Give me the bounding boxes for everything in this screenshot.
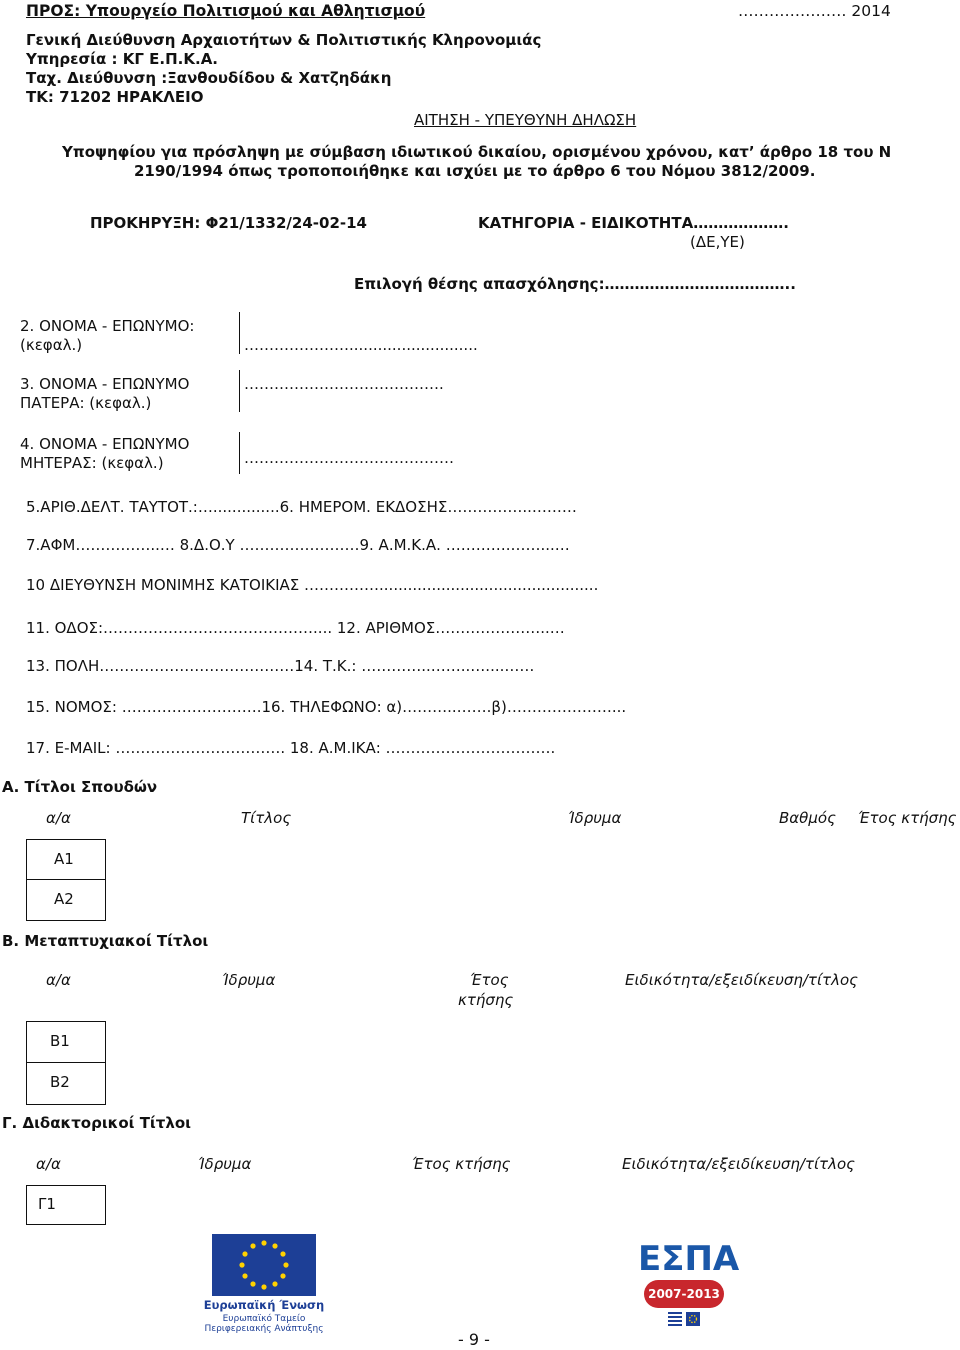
eu-flag-icon [190, 1230, 338, 1298]
section-b-header-institution: Ίδρυμα [222, 971, 276, 989]
page-number: - 9 - [458, 1330, 490, 1349]
section-c-header-aa: α/α [36, 1155, 61, 1173]
permanent-address-field[interactable]: 10 ΔΙΕΥΘΥΝΣΗ ΜΟΝΙΜΗΣ ΚΑΤΟΙΚΙΑΣ …………….............................................. [26, 576, 599, 594]
section-b-title: Β. Μεταπτυχιακοί Τίτλοι [2, 932, 209, 950]
section-b-header-specialty: Ειδικότητα/εξειδίκευση/τίτλος [625, 971, 858, 989]
section-a-header-institution: Ίδρυμα [568, 809, 622, 827]
category-subtitle: (ΔΕ,ΥΕ) [690, 233, 745, 251]
flags-icon [668, 1312, 700, 1326]
id-card-issue-field[interactable]: 5.ΑΡΙΘ.ΔΕΛΤ. ΤΑΥΤΟΤ.:…..............6. ΗΜΕΡΟΜ. ΕΚΔΟΣΗΣ……………..……… [26, 498, 577, 516]
address-line: Ταχ. Διεύθυνση :Ξανθουδίδου & Χατζηδάκη [26, 69, 392, 87]
mother-name-label: 4. ΟΝΟΜΑ - ΕΠΩΝΥΜΟ [20, 435, 190, 453]
section-c-header-year: Έτος κτήσης [412, 1155, 511, 1173]
section-b-row-divider [26, 1062, 106, 1063]
date-line: ………………… 2014 [738, 2, 891, 20]
city-postcode-field[interactable]: 13. ΠΟΛΗ…………………………………14. Τ.Κ.: …………..……..…....…… [26, 657, 535, 675]
eu-logo-fund: Ευρωπαϊκό Ταμείο [222, 1314, 306, 1324]
name-label-caps: (κεφαλ.) [20, 336, 83, 354]
espa-logo [632, 1236, 740, 1328]
category-field[interactable]: ΚΑΤΗΓΟΡΙΑ - ΕΙΔΙΚΟΤΗΤΑ………………. [478, 214, 789, 232]
form-heading: ΑΙΤΗΣΗ - ΥΠΕΥΘΥΝΗ ΔΗΛΩΣΗ [414, 111, 637, 129]
name-label: 2. ΟΝΟΜΑ - ΕΠΩΝΥΜΟ: [20, 317, 195, 335]
section-c-header-institution: Ίδρυμα [198, 1155, 252, 1173]
service-line: Υπηρεσία : ΚΓ Ε.Π.Κ.Α. [26, 50, 218, 68]
father-field-bar [239, 370, 240, 412]
section-b-header-year-2: κτήσης [458, 991, 514, 1009]
section-b-header-aa: α/α [46, 971, 71, 989]
section-c-header-specialty: Ειδικότητα/εξειδίκευση/τίτλος [622, 1155, 855, 1173]
email-ika-field[interactable]: 17. E-MAIL: ……………………………. 18. Α.Μ.ΙΚΑ: ……………………………. [26, 739, 556, 757]
father-name-value-field[interactable]: …………………………………. [244, 375, 444, 393]
postal-line: ΤΚ: 71202 ΗΡΑΚΛΕΙΟ [26, 88, 204, 106]
form-intro-line-1: Υποψηφίου για πρόσληψη με σύμβαση ιδιωτικού δικαίου, ορισμένου χρόνου, κατ’ άρθρο 18 του Ν [62, 143, 892, 161]
section-b-row-b1[interactable]: Β1 [50, 1032, 70, 1050]
name-field-bar [239, 312, 240, 354]
section-a-row-a2[interactable]: Α2 [54, 890, 74, 908]
mother-name-label-caps: ΜΗΤΕΡΑΣ: (κεφαλ.) [20, 454, 164, 472]
section-c-title: Γ. Διδακτορικοί Τίτλοι [2, 1114, 191, 1132]
prefecture-phone-field[interactable]: 15. ΝΟΜΟΣ: ……………………….16. ΤΗΛΕΦΩΝΟ: α)………..…….β)…………………... [26, 698, 627, 716]
section-c-row-g1[interactable]: Γ1 [38, 1195, 56, 1213]
recipient-line: ΠΡΟΣ: Υπουργείο Πολιτισμού και Αθλητισμού [26, 2, 426, 20]
section-a-header-title: Τίτλος [241, 809, 292, 827]
father-name-label: 3. ΟΝΟΜΑ - ΕΠΩΝΥΜΟ [20, 375, 190, 393]
mother-field-bar [239, 432, 240, 474]
section-a-row-divider [26, 879, 106, 880]
announcement-number: ΠΡΟΚΗΡΥΞΗ: Φ21/1332/24-02-14 [90, 214, 367, 232]
position-choice-field[interactable]: Επιλογή θέσης απασχόλησης:……………………………….. [354, 275, 796, 293]
eu-logo [190, 1230, 338, 1338]
tax-id-field[interactable]: 7.ΑΦΜ……………..… 8.Δ.Ο.Υ ……………………9. Α.Μ.Κ.Α. ………….……...… [26, 536, 570, 554]
street-number-field[interactable]: 11. ΟΔΟΣ:…………………………………….... 12. ΑΡΙΘΜΟΣ…………………..… [26, 619, 565, 637]
section-a-header-grade: Βαθμός [779, 809, 836, 827]
father-name-label-caps: ΠΑΤΕΡΑ: (κεφαλ.) [20, 394, 152, 412]
section-a-header-aa: α/α [46, 809, 71, 827]
mother-name-value-field[interactable]: …………………………………… [244, 449, 454, 467]
section-b-row-b2[interactable]: Β2 [50, 1073, 70, 1091]
section-a-row-a1[interactable]: Α1 [54, 850, 74, 868]
name-value-field[interactable]: …………………........................... [244, 336, 478, 354]
eu-logo-title: Ευρωπαϊκή Ένωση [203, 1298, 325, 1312]
section-a-header-year: Έτος κτήσης [858, 809, 957, 827]
directorate-line: Γενική Διεύθυνση Αρχαιοτήτων & Πολιτιστικής Κληρονομιάς [26, 31, 542, 49]
espa-logo-word: ΕΣΠΑ [638, 1239, 740, 1279]
section-b-header-year: Έτος [470, 971, 509, 989]
form-intro-line-2: 2190/1994 όπως τροποποιήθηκε και ισχύει με το άρθρο 6 του Νόμου 3812/2009. [134, 162, 816, 180]
eu-logo-development: Περιφερειακής Ανάπτυξης [204, 1324, 324, 1334]
espa-logo-years: 2007-2013 [644, 1280, 724, 1308]
section-a-title: Α. Τίτλοι Σπουδών [2, 778, 158, 796]
